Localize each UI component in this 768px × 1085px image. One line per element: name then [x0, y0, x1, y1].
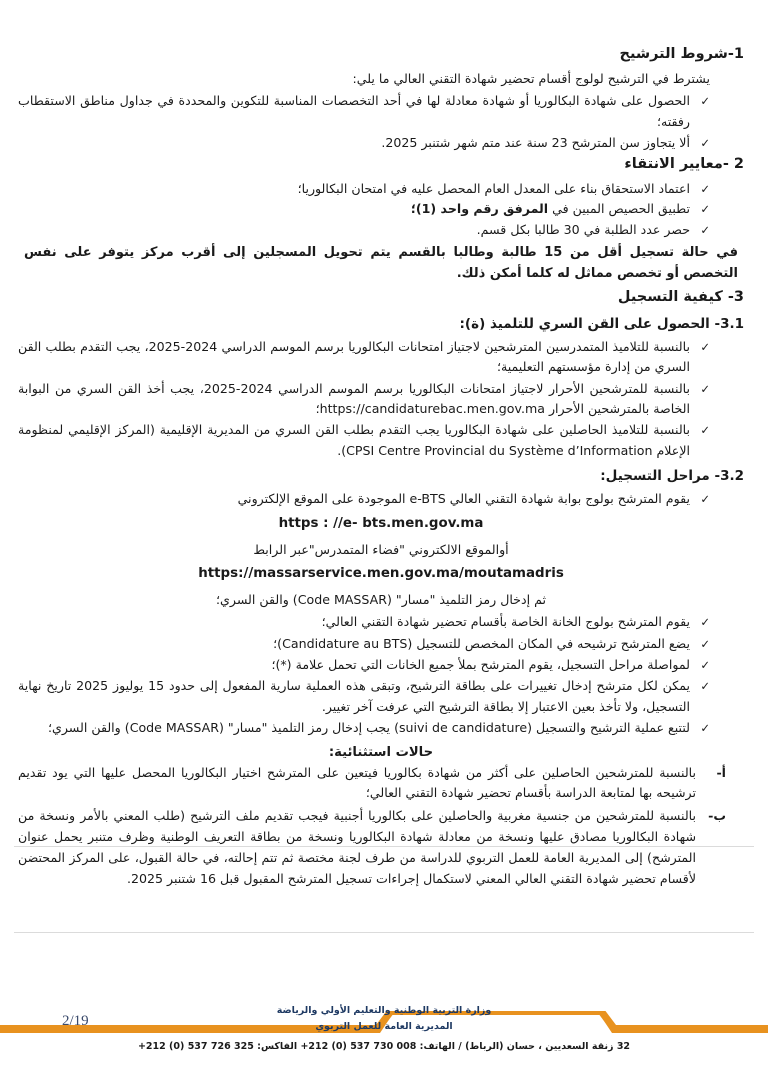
section-2-note: في حالة تسجيل أقل من 15 طالبة وطالبا بالقسم يتم تحويل المسجلين إلى أقرب مركز يتوفر على نفس التخصص أو تخصص مماثل له كلما أمكن ذلك. — [24, 245, 738, 282]
section-2-heading: 2 -معايير الانتقاء — [624, 156, 744, 173]
section-3-2-steps-list — [18, 612, 744, 738]
section-1-heading: 1-شروط الترشيح — [619, 46, 744, 62]
list-item-text: بالنسبة للمترشحين الأحرار لاجتياز امتحانات البكالوريا برسم الموسم الدراسي 2024-2025، يجب أخذ القن السري من البوابة الخاصة بالمترشحين الأحرار https://candidaturebac.men.gov.ma؛ — [18, 380, 690, 416]
list-item — [18, 676, 710, 717]
portal-url-ebts[interactable]: https : //e- bts.men.gov.ma — [278, 515, 484, 531]
list-item — [18, 489, 710, 509]
portal-url-massar[interactable]: https://massarservice.men.gov.ma/moutamadris — [198, 566, 564, 581]
list-item-text: بالنسبة للتلاميذ المتمدرسين المترشحين لاجتياز امتحانات البكالوريا برسم الموسم الدراسي 2024-2025، يجب التقدم بطلب القن السري من إدارة مؤسستهم التعليمية؛ — [18, 338, 690, 375]
list-marker: أ- — [716, 764, 726, 780]
list-item — [18, 379, 710, 420]
check-icon: ✓ — [700, 381, 710, 396]
section-3-2-heading: 3.2- مراحل التسجيل: — [600, 468, 744, 485]
check-icon: ✓ — [700, 721, 710, 736]
section-1-lead: يشترط في الترشيح لولوج أقسام تحضير شهادة التقني العالي ما يلي: — [352, 70, 710, 86]
list-item — [18, 199, 710, 219]
list-item-text: بالنسبة للمترشحين الحاصلين على أكثر من شهادة بكالوريا فيتعين على المترشح اختيار البكالوريا المحصل عليها التي يود تقديم ترشيحه بها لمتابعة الدراسة بأقسام تحضير شهادة التقني العالي؛ — [18, 764, 696, 801]
check-icon: ✓ — [700, 492, 710, 507]
check-icon: ✓ — [700, 423, 710, 438]
list-item — [18, 220, 710, 240]
list-item — [18, 655, 710, 675]
check-icon: ✓ — [700, 135, 710, 150]
list-item — [18, 612, 710, 632]
check-icon: ✓ — [700, 615, 710, 630]
list-item-text: يمكن لكل مترشح إدخال تغييرات على بطاقة الترشيح، وتبقى هذه العملية سارية المفعول إلى حدود 15 يوليوز 2025 تاريخ نهاية التسجيل، ولا تأخذ بعين الاعتبار إلا بطاقة الترشيح التي عرفت آخر تغيير. — [18, 678, 690, 714]
list-item — [18, 806, 726, 890]
massar-code-instruction: ثم إدخال رمز التلميذ "مسار" (Code MASSAR) والقن السري؛ — [216, 591, 546, 607]
check-icon: ✓ — [700, 222, 710, 237]
check-icon: ✓ — [700, 182, 710, 197]
section-3-heading: 3- كيفية التسجيل — [617, 288, 744, 305]
list-item-text: يقوم المترشح بولوج الخانة الخاصة بأقسام تحضير شهادة التقني العالي؛ — [321, 614, 690, 630]
ministry-block — [0, 1003, 768, 1034]
list-item — [18, 337, 710, 378]
check-icon: ✓ — [700, 636, 710, 651]
list-item — [18, 179, 710, 199]
section-1-list — [18, 91, 744, 153]
list-item — [18, 763, 726, 805]
section-3-1-heading: 3.1- الحصول على القن السري للتلميذ (ة): — [459, 315, 744, 332]
section-3-1-list — [18, 337, 744, 461]
alternate-portal-label: أوالموقع الالكتروني "فضاء المتمدرس"عبر الرابط — [253, 541, 509, 557]
list-item-text-plain: تطبيق الحصيص المبين في — [548, 201, 690, 217]
ministry-name: وزارة التربية الوطنية والتعليم الأولي والرياضة — [276, 1005, 492, 1016]
page-number: 2/19 — [62, 1013, 89, 1029]
section-3-2-intro-list — [18, 489, 744, 509]
exceptions-heading: حالات استثنائية: — [328, 744, 434, 760]
list-item-text: حصر عدد الطلبة في 30 طالبا بكل قسم. — [476, 221, 690, 237]
list-item-text: ألا يتجاوز سن المترشح 23 سنة عند متم شهر شتنبر 2025. — [381, 134, 690, 150]
list-item-text: بالنسبة للتلاميذ الحاصلين على شهادة البكالوريا يجب التقدم بطلب القن السري من المديرية الإقليمية (المركز الإقليمي لمنظومة الإعلام CPSI Centre Provincial du Système d’Information). — [18, 422, 690, 458]
list-item-text-bold: المرفق رقم واحد (1)؛ — [410, 201, 549, 217]
list-item — [18, 420, 710, 461]
list-item-text: يقوم المترشح بولوج بوابة شهادة التقني العالي e-BTS الموجودة على الموقع الإلكتروني — [237, 491, 690, 507]
directorate-name: المديرية العامة للعمل التربوي — [315, 1020, 453, 1032]
list-item-text: الحصول على شهادة البكالوريا أو شهادة معادلة لها في أحد التخصصات المناسبة للتكوين والمحددة في جداول مناطق الاستقطاب رفقته؛ — [18, 93, 690, 129]
check-icon: ✓ — [700, 202, 710, 217]
list-marker: ب- — [708, 808, 726, 824]
page-content — [0, 44, 768, 892]
list-item — [18, 634, 710, 654]
check-icon: ✓ — [700, 679, 710, 694]
list-item-text: لمواصلة مراحل التسجيل، يقوم المترشح بملأ جميع الخانات التي تحمل علامة (*)؛ — [271, 656, 690, 672]
exceptions-list — [18, 763, 744, 890]
list-item — [18, 91, 710, 132]
list-item — [18, 718, 710, 738]
footer-contact-info: 32 زنقة السعديين ، حسان (الرباط) / الهاتف: 008 730 537 (0) 212+ الفاكس: 325 726 537 (0) 212+ — [137, 1041, 631, 1052]
list-item — [18, 133, 710, 153]
scan-separator-line — [14, 932, 754, 933]
scan-separator-line — [14, 846, 754, 847]
list-item-text: يضع المترشح ترشيحه في المكان المخصص للتسجيل (Candidature au BTS)؛ — [273, 635, 690, 651]
page-footer — [0, 993, 768, 1085]
list-item-text: لتتبع عملية الترشيح والتسجيل (suivi de candidature) يجب إدخال رمز التلميذ "مسار" (Code MASSAR) والقن السري؛ — [48, 720, 690, 736]
list-item-text: اعتماد الاستحقاق بناء على المعدل العام المحصل عليه في امتحان البكالوريا؛ — [297, 181, 690, 197]
list-item-text: بالنسبة للمترشحين من جنسية مغربية والحاصلين على بكالوريا أجنبية فيجب تقديم ملف الترشيح (طلب المعني بالأمر ونسخة من شهادة البكالوريا مصادق عليها ونسخة من معادلة شهادة البكالوريا ونسخة من بطاقة التعريف الوطنية وظرف متنبر يحمل عنوان المترشح) إلى المديرية العامة للعمل التربوي للدراسة من طرف لجنة مختصة ثم تتم إحالته، في حالة القبول، على المركز المحتضن لأقسام تحضير شهادة التقني العالي المعني لاستكمال إجراءات تسجيل المترشح المقبول قبل 16 شتنبر 2025. — [18, 808, 696, 886]
check-icon: ✓ — [700, 339, 710, 354]
check-icon: ✓ — [700, 657, 710, 672]
section-2-list — [18, 179, 744, 240]
check-icon: ✓ — [700, 94, 710, 109]
